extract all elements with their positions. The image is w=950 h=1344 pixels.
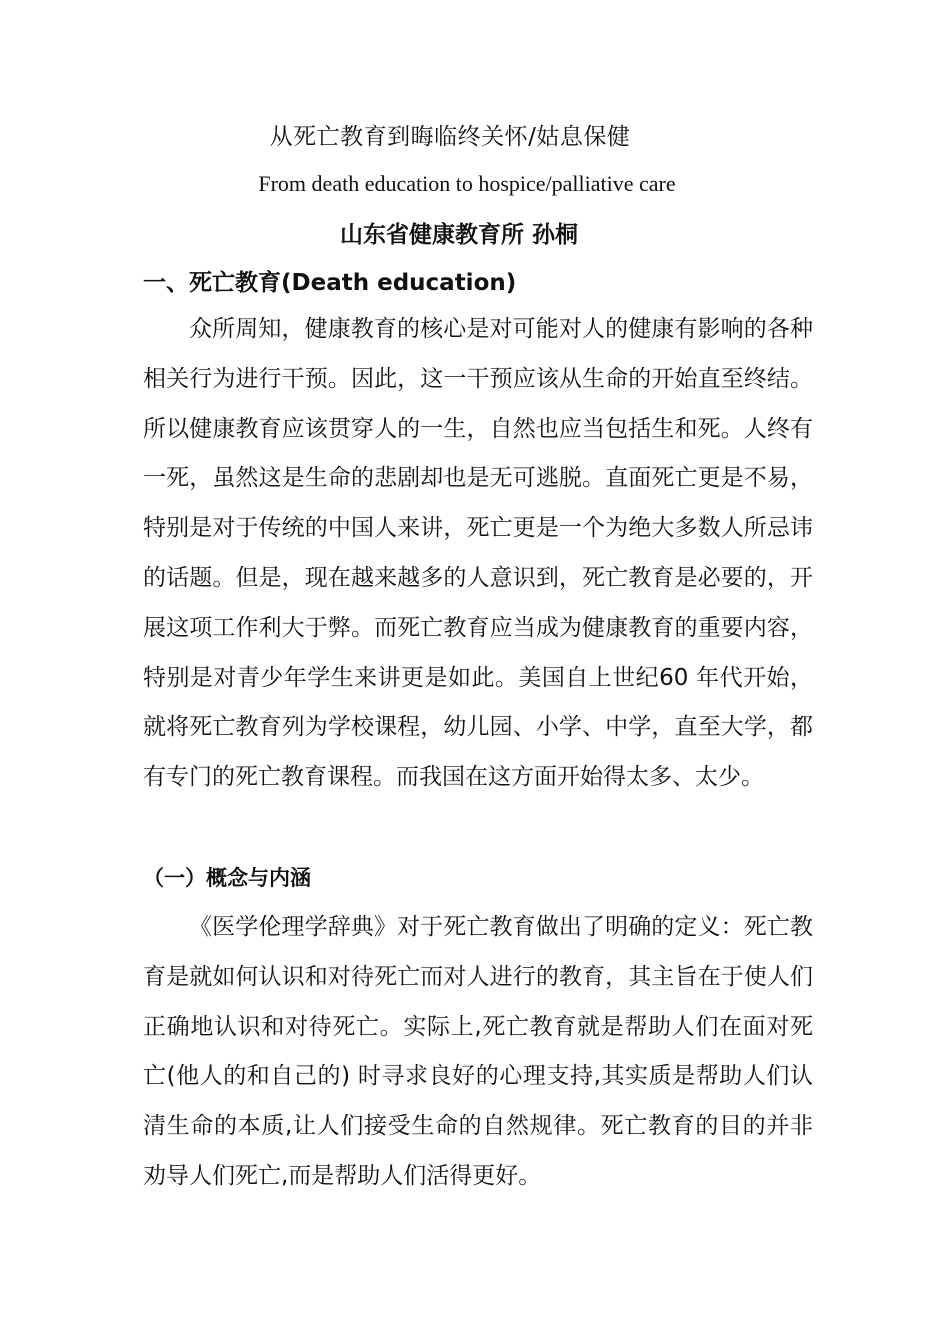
subsection-heading-concept: （一）概念与内涵 — [143, 866, 311, 890]
document-title-english: From death education to hospice/palliative care — [258, 171, 676, 196]
author-line: 山东省健康教育所 孙桐 — [339, 222, 578, 248]
document-title-chinese: 从死亡教育到晦临终关怀/姑息保健 — [269, 124, 631, 150]
paragraph-introduction: 众所周知，健康教育的核心是对可能对人的健康有影响的各种相关行为进行干预。因此，这一干预应该从生命的开始直至终结。所以健康教育应该贯穿人的一生，自然也应当包括生和死。人终有一死，虽然这是生命的悲剧却也是无可逃脱。直面死亡更是不易，特别是对于传统的中国人来讲，死亡更是一个为绝大多数人所忌讳的话题。但是，现在越来越多的人意识到，死亡教育是必要的，开展这项工作利大于弊。而死亡教育应当成为健康教育的重要内容，特别是对青少年学生来讲更是如此。美国自上世纪60 年代开始，就将死亡教育列为学校课程，幼儿园、小学、中学，直至大学，都有专门的死亡教育课程。而我国在这方面开始得太多、太少。 — [143, 316, 813, 791]
section-heading-death-education: 一、死亡教育(Death education) — [143, 270, 517, 296]
paragraph-definition: 《医学伦理学辞典》对于死亡教育做出了明确的定义：死亡教育是就如何认识和对待死亡而对人进行的教育，其主旨在于使人们正确地认识和对待死亡。实际上,死亡教育就是帮助人们在面对死亡(他人的和自己的) 时寻求良好的心理支持,其实质是帮助人们认清生命的本质,让人们接受生命的自然规律。死亡教育的目的并非劝导人们死亡,而是帮助人们活得更好。 — [143, 914, 813, 1189]
